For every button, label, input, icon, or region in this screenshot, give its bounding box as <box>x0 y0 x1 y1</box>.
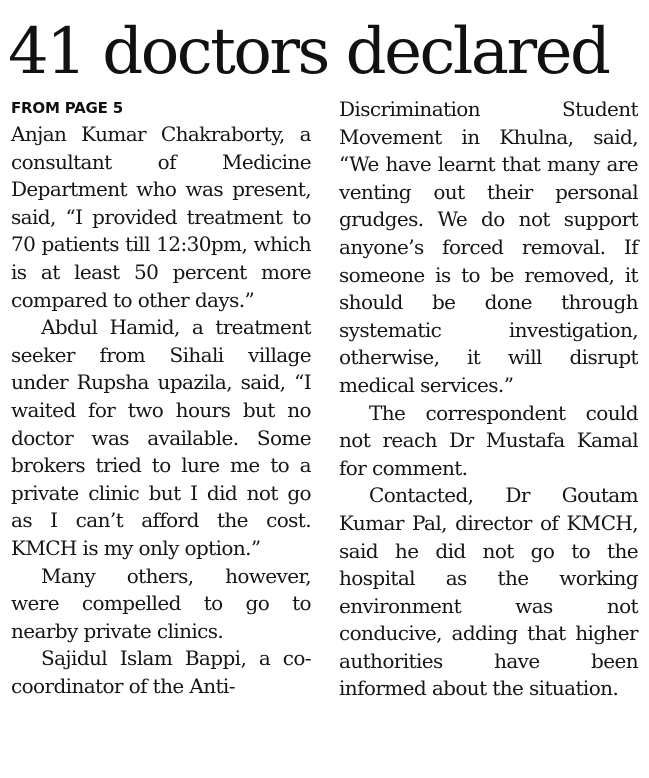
paragraph-1: Anjan Kumar Chakraborty, a consultant of Medicine Department who was present, said, “I provided treatment to 70 patients till 12:30pm, which is at least 50 percent more compared to other days.” <box>11 122 311 312</box>
paragraph-3: Many others, however, were compelled to go to nearby private clinics. <box>11 563 311 643</box>
article-column-right <box>339 96 638 703</box>
continuation-kicker: FROM PAGE 5 <box>11 99 123 117</box>
paragraph-4: Sajidul Islam Bappi, a co-coordinator of the Anti- <box>11 646 311 698</box>
headline: 41 doctors declared <box>8 15 609 89</box>
article-column-left <box>11 96 311 700</box>
paragraph-5: Discrimination Student Movement in Khulna, said, “We have learnt that many are venting out their personal grudges. We do not support anyone’s forced removal. If someone is to be removed, it should be done through systematic investigation, otherwise, it will disrupt medical services.” <box>339 97 638 397</box>
paragraph-6: The correspondent could not reach Dr Mustafa Kamal for comment. <box>339 400 638 480</box>
paragraph-2: Abdul Hamid, a treatment seeker from Sihali village under Rupsha upazila, said, “I waited for two hours but no doctor was available. Some brokers tried to lure me to a private clinic but I did not go as I can’t afford the cost. KMCH is my only option.” <box>11 315 311 560</box>
paragraph-7: Contacted, Dr Goutam Kumar Pal, director of KMCH, said he did not go to the hospital as the working environment was not conducive, adding that higher authorities have been informed about the situation. <box>339 483 638 701</box>
